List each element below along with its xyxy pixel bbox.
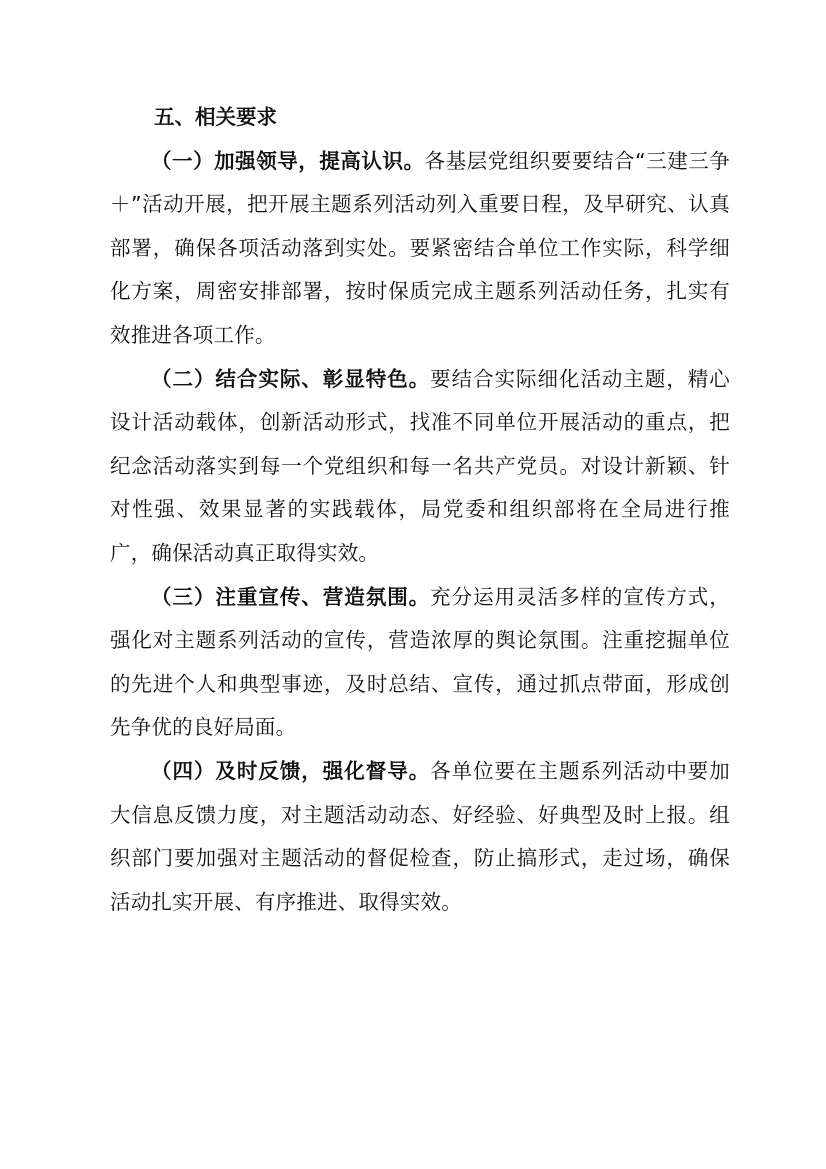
- paragraph-3-body: 充分运用灵活多样的宣传方式，强化对主题系列活动的宣传，营造浓厚的舆论氛围。注重挖掘单位的先进个人和典型事迹，及时总结、宣传，通过抓点带面，形成创先争优的良好局面。: [110, 584, 730, 740]
- paragraph-2: [110, 358, 730, 576]
- paragraph-4-body: 各单位要在主题系列活动中要加大信息反馈力度，对主题活动动态、好经验、好典型及时上报。组织部门要加强对主题活动的督促检查，防止搞形式，走过场，确保活动扎实开展、有序推进、取得实效。: [110, 758, 730, 914]
- document-page: [110, 96, 730, 924]
- paragraph-2-lead: （二）结合实际、彰显特色。: [151, 366, 431, 391]
- paragraph-2-body: 要结合实际细化活动主题，精心设计活动载体，创新活动形式，找准不同单位开展活动的重点，把纪念活动落实到每一个党组织和每一名共产党员。对设计新颖、针对性强、效果显著的实践载体，局党委和组织部将在全局进行推广，确保活动真正取得实效。: [110, 366, 730, 565]
- paragraph-3-lead: （三）注重宣传、营造氛围。: [151, 584, 431, 609]
- paragraph-1-body: 各基层党组织要要结合“三建三争＋”活动开展，把开展主题系列活动列入重要日程，及早研究、认真部署，确保各项活动落到实处。要紧密结合单位工作实际，科学细化方案，周密安排部署，按时保质完成主题系列活动任务，扎实有效推进各项工作。: [110, 148, 730, 347]
- paragraph-4-lead: （四）及时反馈，强化督导。: [151, 758, 431, 783]
- section-heading: 五、相关要求: [154, 105, 277, 129]
- paragraph-1: [110, 140, 730, 358]
- paragraph-3: [110, 576, 730, 750]
- paragraph-4: [110, 750, 730, 924]
- paragraph-1-lead: （一）加强领导，提高认识。: [151, 148, 425, 173]
